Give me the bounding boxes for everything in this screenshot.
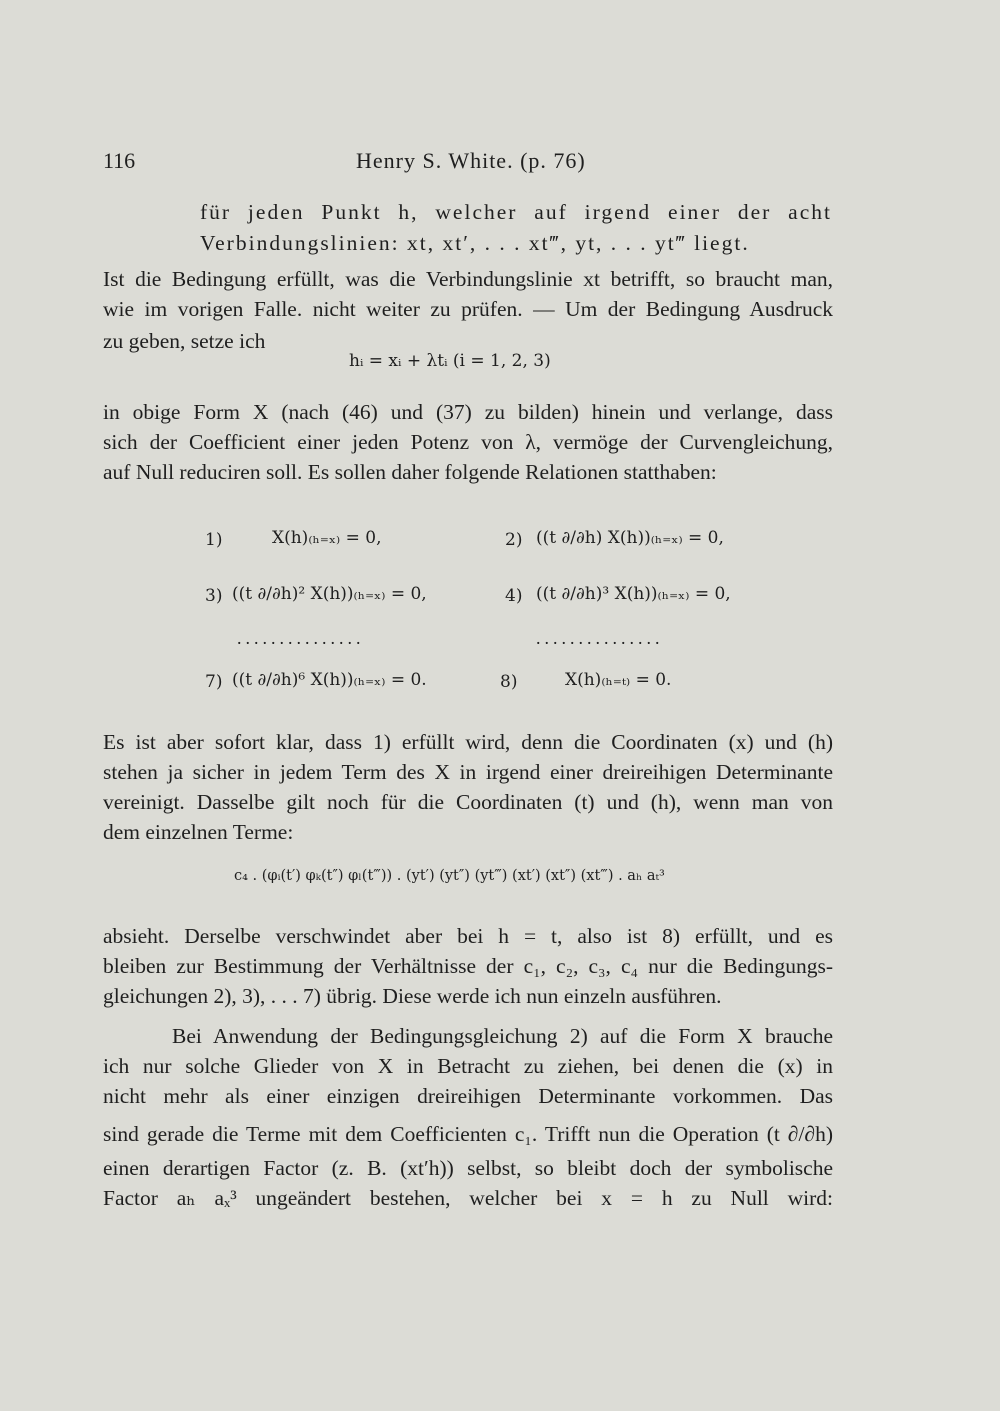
text-line: bleiben zur Bestimmung der Verhältnisse der c₁, c₂, c₃, c₄ nur die Bedingungs- [103, 954, 833, 978]
equation: ((t ∂/∂h)² X(h))₍ₕ₌ₓ₎ = 0, [232, 584, 427, 604]
formula-substitution: hᵢ = xᵢ + λtᵢ (i = 1, 2, 3) [349, 351, 551, 371]
equation: ((t ∂/∂h) X(h))₍ₕ₌ₓ₎ = 0, [536, 528, 724, 548]
text-line: gleichungen 2), 3), . . . 7) übrig. Diese werde ich nun einzeln ausführen. [103, 984, 722, 1008]
text-line: stehen ja sicher in jedem Term des X in irgend einer dreireihigen Determinante [103, 760, 833, 784]
running-title: Henry S. White. (p. 76) [356, 148, 586, 173]
text-line: absieht. Derselbe verschwindet aber bei h = t, also ist 8) erfüllt, und es [103, 924, 833, 948]
text-line: zu geben, setze ich [103, 329, 266, 353]
equation-number: 2) [505, 530, 523, 550]
text-line: Es ist aber sofort klar, dass 1) erfüllt wird, denn die Coordinaten (x) und (h) [103, 730, 833, 754]
text-line: Bei Anwendung der Bedingungsgleichung 2) auf die Form X brauche [172, 1024, 833, 1048]
equation: X(h)₍ₕ₌ₓ₎ = 0, [272, 528, 382, 548]
equation-number: 7) [205, 672, 223, 692]
text-line: dem einzelnen Terme: [103, 820, 294, 844]
formula-term: c₄ . (φᵢ(t′) φₖ(t″) φₗ(t‴)) . (yt′) (yt″) (yt‴) (xt′) (xt″) (xt‴) . aₕ aₜ³ [234, 868, 665, 884]
text-line: in obige Form X (nach (46) und (37) zu bilden) hinein und verlange, dass [103, 400, 833, 424]
text-line: sind gerade die Terme mit dem Coefficienten c₁. Trifft nun die Operation (t ∂/∂h) [103, 1122, 833, 1146]
text-line: Factor aₕ aₓ³ ungeändert bestehen, welcher bei x = h zu Null wird: [103, 1186, 833, 1210]
ellipsis-row: ............... [536, 628, 664, 648]
text-line: Ist die Bedingung erfüllt, was die Verbindungslinie xt betrifft, so braucht man, [103, 267, 833, 291]
text-line: vereinigt. Dasselbe gilt noch für die Coordinaten (t) und (h), wenn man von [103, 790, 833, 814]
text-line: sich der Coefficient einer jeden Potenz von λ, vermöge der Curvengleichung, [103, 430, 833, 454]
equation-number: 4) [505, 586, 523, 606]
ellipsis-row: ............... [237, 628, 365, 648]
equation: ((t ∂/∂h)³ X(h))₍ₕ₌ₓ₎ = 0, [536, 584, 731, 604]
text-line: ich nur solche Glieder von X in Betracht zu ziehen, bei denen die (x) in [103, 1054, 833, 1078]
text-line: für jeden Punkt h, welcher auf irgend einer der acht [200, 200, 832, 224]
equation-number: 1) [205, 530, 223, 550]
text-line: Verbindungslinien: xt, xt′, . . . xt‴, yt, . . . yt‴ liegt. [200, 231, 750, 255]
text-line: nicht mehr als einer einzigen dreireihigen Determinante vorkommen. Das [103, 1084, 833, 1108]
equation-number: 3) [205, 586, 223, 606]
page-number: 116 [103, 148, 136, 173]
text-line: wie im vorigen Falle. nicht weiter zu prüfen. — Um der Bedingung Ausdruck [103, 297, 833, 321]
text-line: auf Null reduciren soll. Es sollen daher folgende Relationen statthaben: [103, 460, 717, 484]
text-line: einen derartigen Factor (z. B. (xt′h)) selbst, so bleibt doch der symbolische [103, 1156, 833, 1180]
equation: ((t ∂/∂h)⁶ X(h))₍ₕ₌ₓ₎ = 0. [232, 670, 427, 690]
equation-number: 8) [500, 672, 518, 692]
equation: X(h)₍ₕ₌ₜ₎ = 0. [565, 670, 672, 690]
